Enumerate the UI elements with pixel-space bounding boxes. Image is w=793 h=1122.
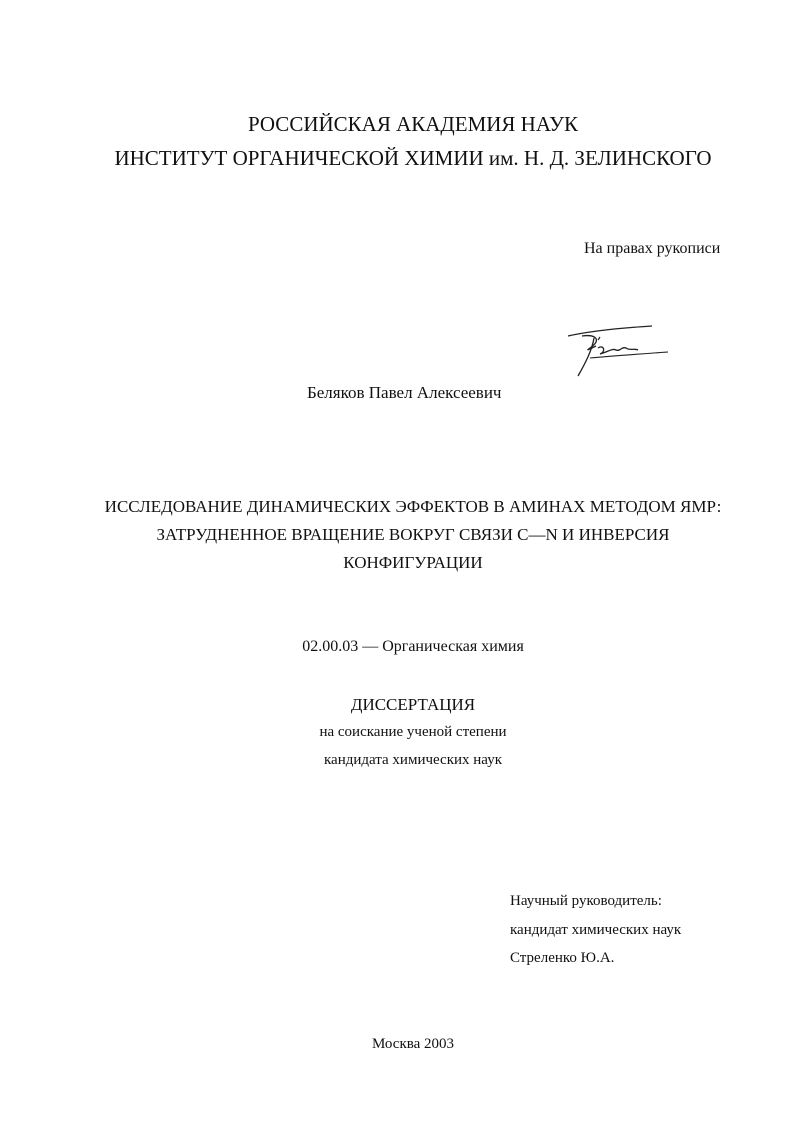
degree-name: кандидата химических наук [323, 752, 502, 768]
dissertation-title-line: ИССЛЕДОВАНИЕ ДИНАМИЧЕСКИХ ЭФФЕКТОВ В АМИНАХ МЕТОДОМ ЯМР: [104, 497, 722, 516]
supervisor-name: Стреленко Ю.А. [510, 950, 615, 966]
dissertation-title-line: КОНФИГУРАЦИИ [343, 553, 483, 572]
supervisor-label: Научный руководитель: [510, 893, 662, 909]
degree-purpose: на соискание ученой степени [319, 724, 507, 740]
signature-icon [560, 318, 672, 380]
dissertation-title-line: ЗАТРУДНЕННОЕ ВРАЩЕНИЕ ВОКРУГ СВЯЗИ C—N И ИНВЕРСИЯ [156, 525, 670, 544]
specialty-code: 02.00.03 — Органическая химия [302, 638, 524, 655]
city-year: Москва 2003 [371, 1036, 455, 1052]
institute-name: ИНСТИТУТ ОРГАНИЧЕСКОЙ ХИМИИ им. Н. Д. ЗЕЛИНСКОГО [114, 146, 712, 170]
author-name: Беляков Павел Алексеевич [307, 383, 502, 402]
manuscript-rights-note: На правах рукописи [584, 240, 721, 257]
document-type: ДИССЕРТАЦИЯ [350, 695, 476, 714]
organization-name: РОССИЙСКАЯ АКАДЕМИЯ НАУК [247, 112, 579, 136]
supervisor-degree: кандидат химических наук [510, 922, 682, 938]
